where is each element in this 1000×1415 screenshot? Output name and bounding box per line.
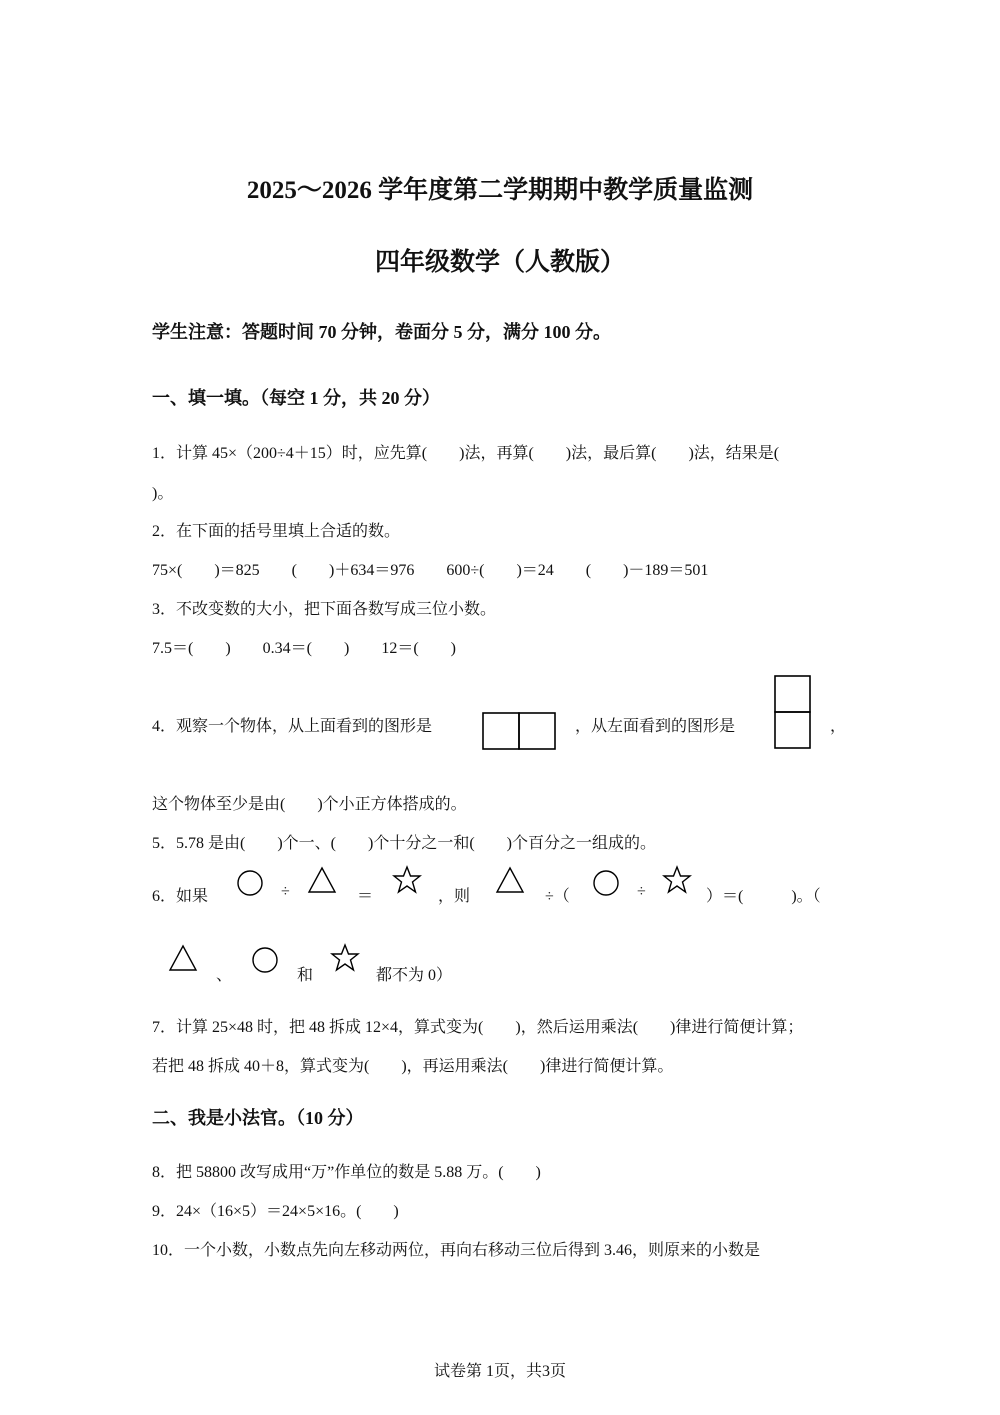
- circle-icon: [592, 869, 620, 897]
- section-heading-judge: 二、我是小法官。（10 分）: [152, 1108, 364, 1128]
- q6-divide-3: ÷: [637, 883, 646, 900]
- question-10: 10．一个小数，小数点先向左移动两位，再向右移动三位后得到 3.46，则原来的小数是: [152, 1242, 761, 1259]
- question-8: 8．把 58800 改写成用“万”作单位的数是 5.88 万。( ): [152, 1164, 541, 1181]
- q6-then: ，则: [438, 888, 471, 905]
- exam-subtitle: 四年级数学（人教版）: [374, 249, 625, 276]
- q6-nonzero-note: 都不为 0）: [376, 967, 453, 984]
- section-heading-fill: 一、填一填。（每空 1 分，共 20 分）: [152, 388, 440, 408]
- question-5: 5．5.78 是由( )个一、( )个十分之一和( )个百分之一组成的。: [152, 835, 656, 852]
- question-1-line-1: 1．计算 45×（200÷4＋15）时，应先算( )法，再算( )法，最后算( )法，结果是(: [152, 445, 780, 462]
- question-6-lead: 6．如果: [152, 888, 209, 905]
- star-icon: [392, 865, 422, 895]
- top-view-figure: [482, 712, 556, 750]
- question-3-line-1: 3．不改变数的大小，把下面各数写成三位小数。: [152, 601, 497, 618]
- q6-divide-2: ÷（: [545, 888, 570, 905]
- triangle-icon: [168, 944, 198, 972]
- question-1-line-2: )。: [152, 485, 174, 502]
- left-view-figure: [774, 675, 811, 749]
- question-3-line-2: 7.5＝( ) 0.34＝( ) 12＝( ): [152, 640, 456, 657]
- star-icon: [330, 943, 360, 973]
- question-2-line-2: 75×( )＝825 ( )＋634＝976 600÷( )＝24 ( )－189＝501: [152, 562, 709, 579]
- q6-separator: 、: [216, 967, 233, 984]
- circle-icon: [236, 869, 264, 897]
- question-4-part-3: ，: [830, 718, 847, 735]
- triangle-icon: [307, 866, 337, 894]
- triangle-icon: [495, 866, 525, 894]
- q6-divide-1: ÷: [281, 883, 290, 900]
- q6-result: ）＝( )。（: [706, 888, 821, 905]
- question-9: 9．24×（16×5）＝24×5×16。( ): [152, 1203, 399, 1220]
- exam-title: 2025～2026 学年度第二学期期中教学质量监测: [246, 177, 754, 204]
- question-4-part-2: ，从左面看到的图形是: [575, 718, 736, 735]
- student-notice: 学生注意：答题时间 70 分钟，卷面分 5 分，满分 100 分。: [152, 322, 611, 342]
- q6-equals: ＝: [357, 888, 374, 905]
- page-footer: 试卷第 1页，共3页: [433, 1363, 566, 1380]
- question-2-line-1: 2．在下面的括号里填上合适的数。: [152, 523, 401, 540]
- question-4-part-1: 4．观察一个物体，从上面看到的图形是: [152, 718, 433, 735]
- question-4-line-2: 这个物体至少是由( )个小正方体搭成的。: [152, 796, 467, 813]
- q6-and: 和: [297, 967, 314, 984]
- star-icon: [662, 865, 692, 895]
- circle-icon: [251, 946, 279, 974]
- question-7-line-1: 7．计算 25×48 时，把 48 拆成 12×4，算式变为( )，然后运用乘法( )律进行简便计算；: [152, 1019, 804, 1036]
- question-7-line-2: 若把 48 拆成 40＋8，算式变为( )，再运用乘法( )律进行简便计算。: [152, 1058, 674, 1075]
